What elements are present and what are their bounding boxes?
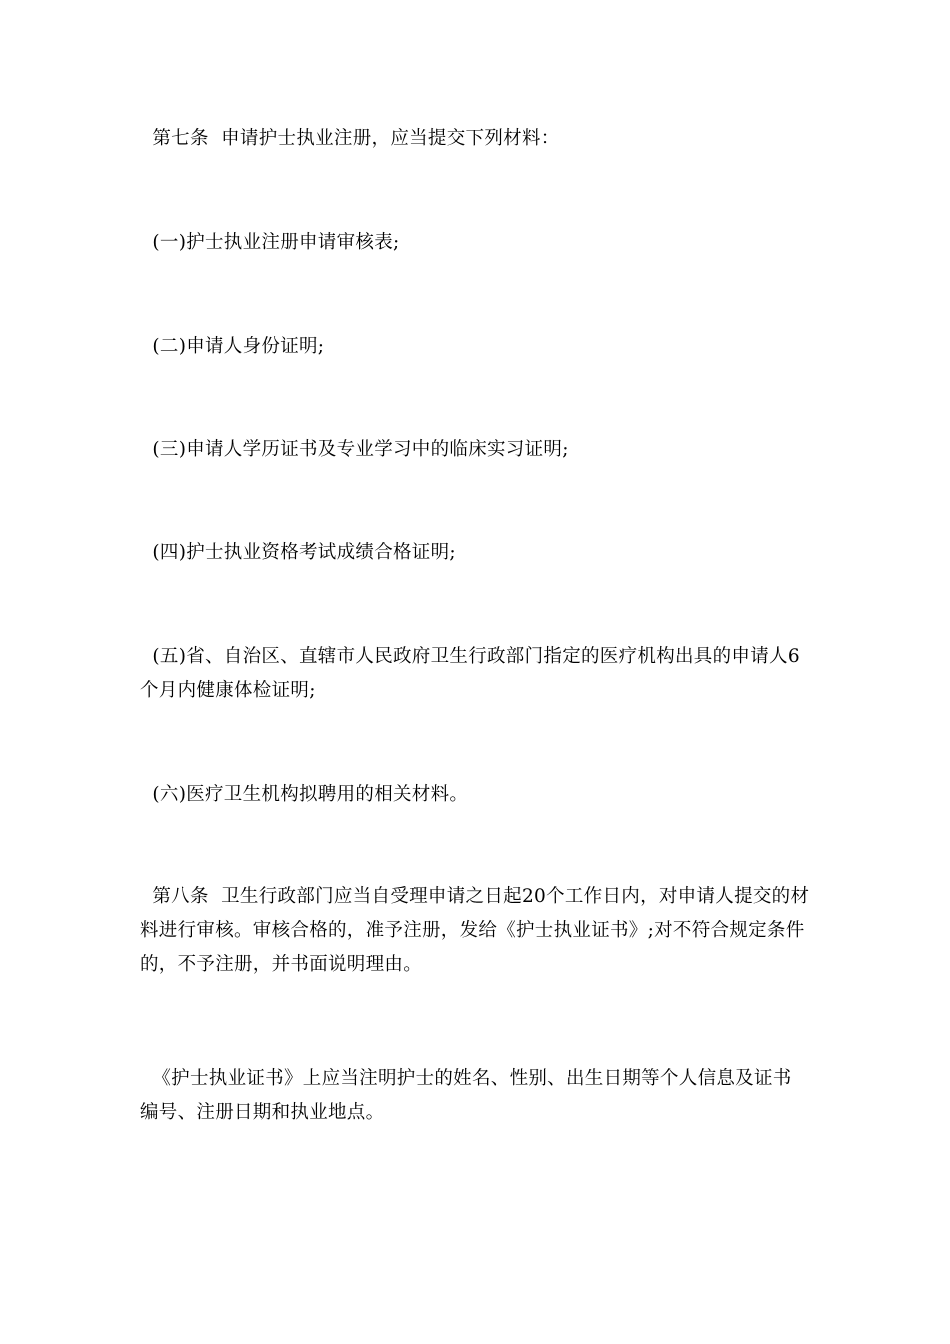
material-item-6: (六)医疗卫生机构拟聘用的相关材料。 [140,784,469,805]
material-item-5: (五)省、自治区、直辖市人民政府卫生行政部门指定的医疗机构出具的申请人6个月内健康体检证明; [140,646,800,701]
certificate-info-paragraph: 《护士执业证书》上应当注明护士的姓名、性别、出生日期等个人信息及证书编号、注册日期和执业地点。 [140,1068,792,1123]
article-7-heading: 第七条 申请护士执业注册，应当提交下列材料： [140,128,560,149]
material-item-2: (二)申请人身份证明; [140,336,325,357]
material-item-4: (四)护士执业资格考试成绩合格证明; [140,542,456,563]
material-item-1: (一)护士执业注册申请审核表; [140,232,400,253]
material-item-3: (三)申请人学历证书及专业学习中的临床实习证明; [140,439,569,460]
article-8-paragraph: 第八条 卫生行政部门应当自受理申请之日起20个工作日内，对申请人提交的材料进行审核。审核合格的，准予注册，发给《护士执业证书》;对不符合规定条件的，不予注册，并书面说明理由。 [140,886,810,975]
